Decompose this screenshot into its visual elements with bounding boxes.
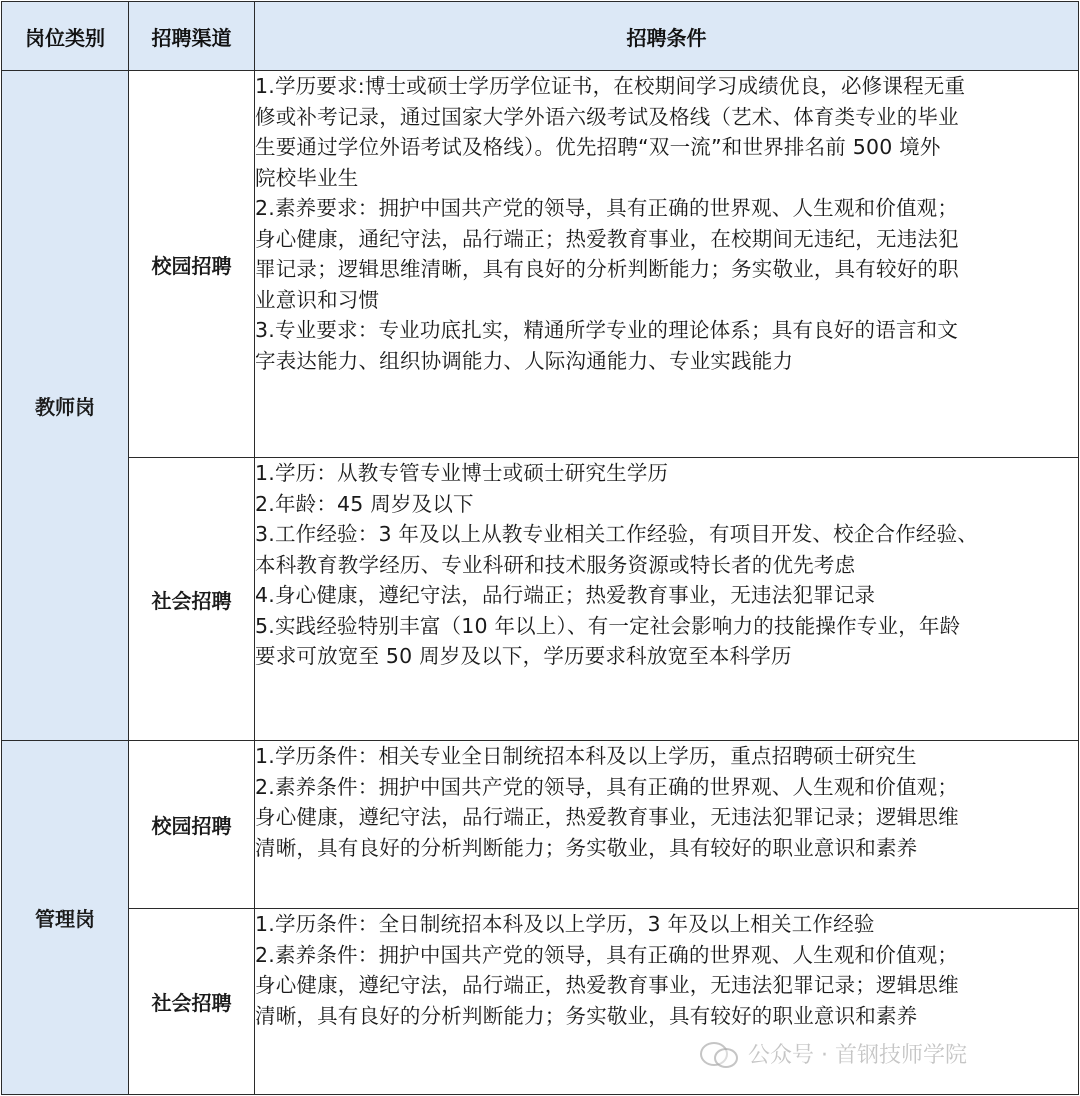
condition-line: 2.素养条件：拥护中国共产党的领导，具有正确的世界观、人生观和价值观；	[255, 942, 959, 967]
header-conditions: 招聘条件	[255, 2, 1079, 71]
condition-line: 1.学历：从教专管专业博士或硕士研究生学历	[255, 461, 669, 485]
conditions-cell	[255, 741, 1079, 909]
condition-line: 院校毕业生	[255, 165, 359, 190]
condition-line: 生要通过学位外语考试及格线）。优先招聘“双一流”和世界排名前 500 境外	[255, 135, 941, 159]
conditions-cell	[255, 458, 1079, 741]
condition-line: 清晰，具有良好的分析判断能力；务实敬业，具有较好的职业意识和素养	[255, 835, 918, 860]
condition-line: 本科教育教学经历、专业科研和技术服务资源或特长者的优先考虑	[255, 552, 856, 577]
condition-line: 2.年龄：45 周岁及以下	[255, 491, 474, 516]
condition-line: 1.学历条件：相关专业全日制统招本科及以上学历，重点招聘硕士研究生	[255, 744, 917, 768]
conditions-cell	[255, 909, 1079, 1095]
channel-cell: 社会招聘	[129, 458, 255, 741]
channel-cell: 校园招聘	[129, 741, 255, 909]
condition-line: 1.学历要求:博士或硕士学历学位证书，在校期间学习成绩优良，必修课程无重	[255, 74, 966, 98]
category-cell-teacher: 教师岗	[2, 71, 129, 741]
condition-line: 3.工作经验：3 年及以上从教专业相关工作经验，有项目开发、校企合作经验、	[255, 522, 979, 546]
watermark-text: 公众号 · 首钢技师学院	[748, 1042, 967, 1068]
condition-line: 要求可放宽至 50 周岁及以下，学历要求科放宽至本科学历	[255, 644, 792, 668]
table-row	[2, 741, 1079, 909]
condition-line: 身心健康，遵纪守法，品行端正，热爱教育事业，无违法犯罪记录；逻辑思维	[255, 973, 959, 997]
channel-cell: 社会招聘	[129, 909, 255, 1095]
condition-line: 5.实践经验特别丰富（10 年以上）、有一定社会影响力的技能操作专业，年龄	[255, 613, 961, 638]
condition-line: 业意识和习惯	[255, 287, 380, 312]
condition-line: 2.素养要求：拥护中国共产党的领导，具有正确的世界观、人生观和价值观；	[255, 196, 959, 220]
header-channel: 招聘渠道	[129, 2, 255, 71]
recruitment-table	[1, 1, 1079, 1095]
channel-cell: 校园招聘	[129, 71, 255, 458]
condition-line: 1.学历条件：全日制统招本科及以上学历，3 年及以上相关工作经验	[255, 912, 875, 936]
condition-line: 身心健康，通纪守法，品行端正；热爱教育事业，在校期间无违纪，无违法犯	[255, 226, 959, 251]
header-row	[2, 2, 1079, 71]
category-cell-management: 管理岗	[2, 741, 129, 1095]
header-category: 岗位类别	[2, 2, 129, 71]
condition-line: 2.素养条件：拥护中国共产党的领导，具有正确的世界观、人生观和价值观；	[255, 774, 959, 799]
condition-line: 字表达能力、组织协调能力、人际沟通能力、专业实践能力	[255, 348, 794, 373]
table-row	[2, 909, 1079, 1095]
conditions-cell	[255, 71, 1079, 458]
condition-line: 罪记录；逻辑思维清晰，具有良好的分析判断能力；务实敬业，具有较好的职	[255, 257, 959, 281]
condition-line: 身心健康，遵纪守法，品行端正，热爱教育事业，无违法犯罪记录；逻辑思维	[255, 805, 959, 829]
condition-line: 4.身心健康，遵纪守法，品行端正；热爱教育事业，无违法犯罪记录	[255, 583, 876, 607]
table-row	[2, 458, 1079, 741]
condition-line: 3.专业要求：专业功底扎实，精通所学专业的理论体系；具有良好的语言和文	[255, 318, 959, 342]
condition-line: 清晰，具有良好的分析判断能力；务实敬业，具有较好的职业意识和素养	[255, 1003, 918, 1028]
condition-line: 修或补考记录，通过国家大学外语六级考试及格线（艺术、体育类专业的毕业	[255, 104, 959, 129]
table-row	[2, 71, 1079, 458]
